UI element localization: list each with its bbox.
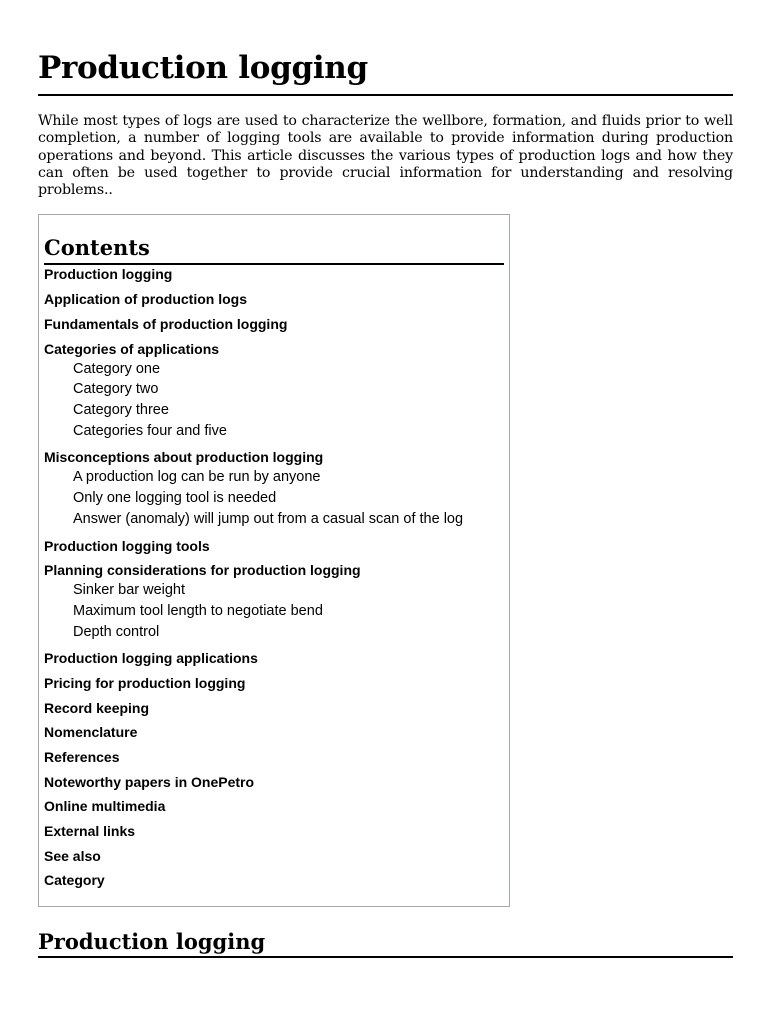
toc-item — [44, 822, 504, 840]
toc-link[interactable]: Record keeping — [44, 699, 150, 716]
toc-link[interactable]: Production logging applications — [44, 650, 258, 667]
toc-sublink[interactable]: Category two — [73, 381, 159, 398]
toc-item — [44, 797, 504, 815]
toc-item — [44, 773, 504, 791]
toc-item — [44, 537, 504, 555]
toc-link[interactable]: Production logging — [44, 266, 173, 283]
toc-item — [44, 699, 504, 717]
toc-sublist — [44, 467, 504, 529]
toc-subitem — [44, 601, 504, 622]
page-title: Production logging — [38, 0, 733, 96]
toc-item — [44, 723, 504, 741]
toc-link[interactable]: Production logging tools — [44, 537, 210, 554]
toc-sublist — [44, 359, 504, 442]
toc-sublink[interactable]: Category one — [73, 360, 161, 377]
toc-link[interactable]: References — [44, 749, 120, 766]
toc-item — [44, 748, 504, 766]
toc-sublist — [44, 580, 504, 642]
toc-sublink[interactable]: Sinker bar weight — [73, 582, 186, 599]
toc-subitem — [44, 467, 504, 488]
toc-subitem — [44, 421, 504, 442]
toc-subitem — [44, 622, 504, 643]
toc-item — [44, 340, 504, 442]
toc-link[interactable]: See also — [44, 847, 101, 864]
toc-item — [44, 649, 504, 667]
toc-sublink[interactable]: A production log can be run by anyone — [73, 469, 321, 486]
toc-subitem — [44, 509, 504, 530]
toc-link[interactable]: Pricing for production logging — [44, 674, 246, 691]
toc-link[interactable]: Online multimedia — [44, 798, 166, 815]
toc-item — [44, 561, 504, 642]
toc-item — [44, 290, 504, 308]
article — [38, 0, 733, 954]
toc-link[interactable]: Misconceptions about production logging — [44, 449, 324, 466]
toc-item — [44, 847, 504, 865]
toc-sublink[interactable]: Only one logging tool is needed — [73, 490, 277, 507]
toc-sublink[interactable]: Answer (anomaly) will jump out from a casual scan of the log — [73, 511, 464, 528]
toc-link[interactable]: Category — [44, 872, 105, 889]
section-heading: Production logging — [38, 931, 733, 958]
toc-subitem — [44, 379, 504, 400]
toc-sublink[interactable]: Depth control — [73, 623, 160, 640]
toc-sublink[interactable]: Category three — [73, 402, 169, 419]
toc-item — [44, 674, 504, 692]
toc-subitem — [44, 359, 504, 380]
toc-link[interactable]: Fundamentals of production logging — [44, 315, 288, 332]
toc-subitem — [44, 400, 504, 421]
toc-heading: Contents — [44, 237, 504, 265]
toc-link[interactable]: Noteworthy papers in OnePetro — [44, 773, 255, 790]
toc-subitem — [44, 580, 504, 601]
table-of-contents — [38, 214, 510, 907]
toc-link[interactable]: Nomenclature — [44, 724, 138, 741]
toc-item — [44, 315, 504, 333]
toc-sublink[interactable]: Categories four and five — [73, 422, 227, 439]
toc-link[interactable]: Application of production logs — [44, 291, 247, 308]
toc-link[interactable]: Planning considerations for production logging — [44, 562, 361, 579]
toc-list — [44, 265, 504, 889]
toc-sublink[interactable]: Maximum tool length to negotiate bend — [73, 602, 323, 619]
toc-link[interactable]: Categories of applications — [44, 340, 220, 357]
intro-paragraph: While most types of logs are used to characterize the wellbore, formation, and fluids prior to well completion, a number of logging tools are available to provide information during production operations and beyond. This article discusses the various types of production logs and how they can often be used together to provide crucial information for understanding and resolving problems.. — [38, 113, 733, 199]
toc-item — [44, 265, 504, 283]
toc-item — [44, 871, 504, 889]
toc-subitem — [44, 488, 504, 509]
toc-item — [44, 448, 504, 529]
toc-link[interactable]: External links — [44, 823, 136, 840]
